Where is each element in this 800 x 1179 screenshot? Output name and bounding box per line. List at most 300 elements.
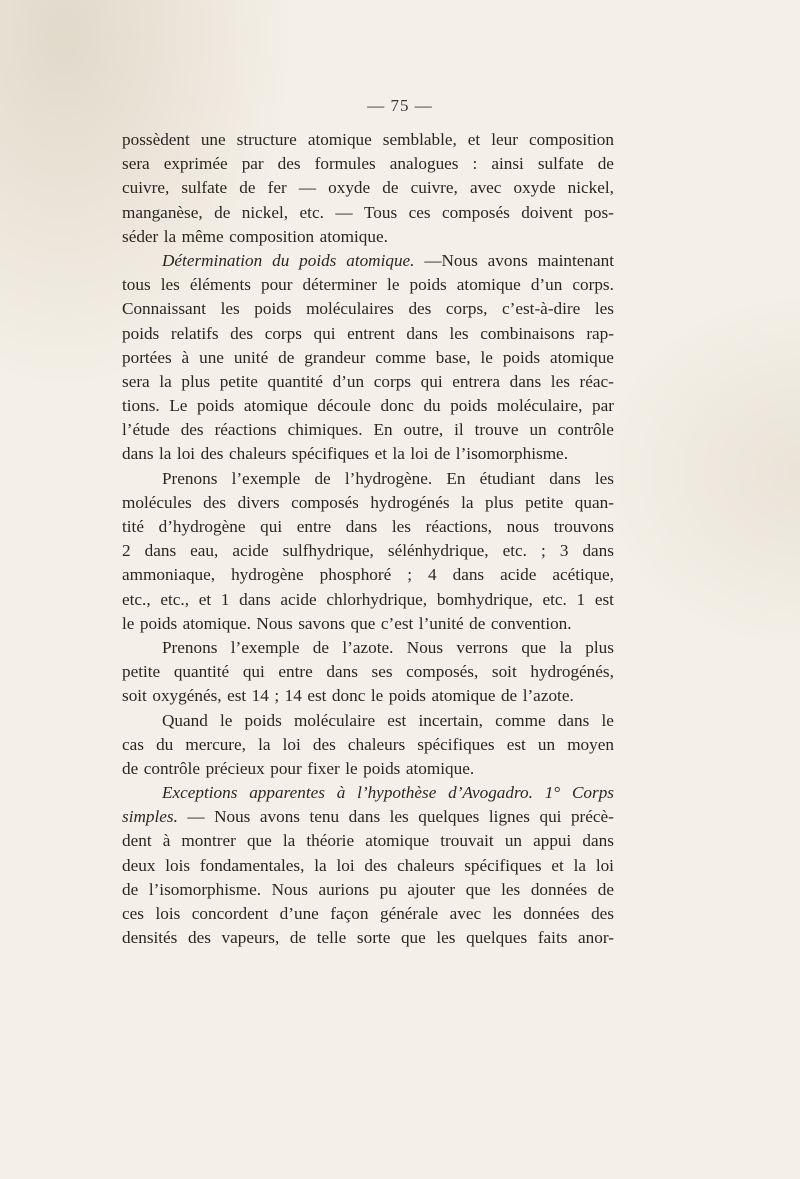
word: composés: [291, 492, 359, 512]
text-line: [122, 152, 614, 176]
word: cuivre,: [410, 178, 458, 198]
word: composition: [229, 226, 315, 246]
word: de: [122, 879, 139, 899]
word: du: [423, 396, 441, 416]
word: les: [220, 299, 240, 319]
text-line: [122, 297, 614, 321]
word: aurions: [318, 879, 370, 899]
word: bomhydrique,: [436, 589, 533, 609]
word: une: [200, 130, 226, 149]
word: entre: [278, 662, 313, 682]
word: entrera: [452, 371, 500, 391]
word: appui: [533, 831, 572, 851]
word: de: [278, 347, 295, 367]
text-line: [122, 684, 614, 708]
word: Prenons: [162, 468, 218, 488]
word: Connaissant: [122, 299, 207, 319]
word: comme: [375, 347, 426, 367]
word: mercure,: [185, 734, 246, 754]
word: atomique: [456, 275, 521, 295]
word: Exceptions: [162, 783, 238, 803]
word: poids: [363, 758, 401, 778]
word: par: [592, 396, 614, 416]
word: les: [389, 807, 409, 827]
word: dans: [348, 807, 381, 827]
word: loi: [176, 444, 196, 464]
word: une: [199, 347, 224, 367]
word: avec: [449, 904, 482, 923]
word: poids: [254, 299, 292, 319]
word: des: [364, 855, 388, 875]
word: poids: [299, 250, 337, 270]
word: de: [214, 202, 231, 222]
word: formules: [314, 154, 376, 174]
word: atomique: [243, 396, 308, 416]
word: Corps: [571, 783, 614, 803]
word: est: [506, 734, 526, 754]
word: c’est: [380, 613, 414, 633]
word: contrôle: [143, 758, 201, 778]
word: divers: [237, 492, 280, 512]
word: et: [467, 130, 481, 149]
word: les: [594, 468, 614, 488]
word: trouvait: [440, 831, 494, 851]
word: les: [501, 879, 521, 899]
word: molécules: [122, 492, 192, 512]
word: etc.: [299, 202, 324, 222]
text-line: [122, 733, 614, 757]
word: fer: [267, 178, 287, 198]
word: atomique.: [405, 758, 475, 778]
word: l’hypothèse: [357, 783, 437, 803]
word: atomique.: [182, 613, 251, 633]
word: corps,: [445, 299, 488, 319]
word: possèdent: [122, 130, 190, 149]
text-line: [122, 273, 614, 297]
word: entrent: [347, 323, 395, 343]
word: combinaisons: [480, 323, 575, 343]
word: etc.,: [160, 589, 189, 609]
word: des: [312, 734, 336, 754]
word: composition: [528, 130, 614, 149]
word: ajouter: [407, 879, 456, 899]
word: loi: [282, 734, 301, 754]
word: même: [181, 226, 224, 246]
word: atomique: [365, 831, 430, 851]
word: dans: [549, 468, 581, 488]
word: atomique: [549, 347, 614, 367]
word: moléculaires: [306, 299, 394, 319]
word: quelques: [466, 928, 528, 948]
text-line: [122, 757, 614, 781]
word: densités: [122, 928, 178, 948]
word: réactions,: [425, 517, 492, 536]
word: acide: [280, 589, 317, 609]
word: est: [594, 589, 614, 609]
word: la: [461, 492, 474, 512]
text-line: [122, 563, 614, 587]
word: loi: [595, 855, 614, 875]
word: grandeur: [304, 347, 366, 367]
word: Détermination: [162, 250, 263, 270]
word: fixer: [307, 758, 340, 778]
word: réactions: [214, 420, 277, 440]
word: du: [156, 734, 174, 754]
word: l’azote.: [522, 686, 574, 706]
word: de: [289, 928, 307, 948]
word: est: [307, 686, 327, 706]
word: l’hydrogène.: [344, 468, 433, 488]
word: atomique: [431, 686, 496, 706]
word: Nous: [271, 879, 308, 899]
word: fondamentales,: [199, 855, 305, 875]
word: des: [408, 299, 432, 319]
text-line: [122, 418, 614, 442]
word: poids: [139, 613, 178, 633]
word: chaleurs: [397, 855, 455, 875]
word: le: [370, 686, 384, 706]
word: pour: [270, 758, 302, 778]
word: le: [601, 710, 614, 730]
word: la: [282, 831, 296, 851]
text-line: [122, 588, 614, 612]
text-line: [122, 515, 614, 539]
word: tions.: [122, 396, 160, 416]
word: nous: [506, 517, 540, 536]
word: la: [314, 855, 327, 875]
word: plus: [484, 492, 514, 512]
word: qui: [420, 371, 443, 391]
word: anor-: [578, 928, 614, 948]
word: poids: [197, 396, 235, 416]
word: la: [573, 855, 586, 875]
word: soit: [491, 662, 517, 682]
word: les: [594, 299, 614, 319]
word: ainsi: [491, 154, 524, 174]
word: dans: [509, 371, 542, 391]
word: quantité: [267, 371, 323, 391]
word: le: [387, 275, 400, 295]
word: Nous: [256, 613, 293, 633]
word: que: [350, 613, 376, 633]
word: cuivre,: [122, 178, 170, 198]
text-line: [122, 346, 614, 370]
text-line: [122, 636, 614, 660]
word: unité: [233, 347, 269, 367]
word: déterminer: [302, 275, 377, 295]
text-line: [122, 394, 614, 418]
word: la: [392, 444, 405, 464]
word: concordent: [191, 904, 269, 923]
word: ces: [122, 904, 144, 923]
word: donc: [331, 686, 366, 706]
word: cas: [122, 734, 144, 754]
word: exprimée: [163, 154, 228, 174]
word: tous: [122, 275, 151, 295]
word: le: [122, 613, 135, 633]
text-line: [122, 128, 614, 152]
word: petite: [122, 662, 161, 682]
word: des: [180, 420, 204, 440]
word: précè-: [570, 807, 614, 827]
word: dans: [326, 662, 358, 682]
word: phosphoré: [319, 565, 392, 585]
word: ses: [371, 662, 393, 682]
word: deux: [122, 855, 156, 875]
word: de: [500, 686, 518, 706]
word: ;: [407, 565, 413, 585]
word: Le: [169, 396, 188, 416]
word: avec: [469, 178, 502, 198]
word: entre: [296, 517, 332, 536]
word: l’isomorphisme.: [455, 444, 568, 464]
word: —: [298, 178, 317, 198]
word: loi: [410, 444, 429, 464]
word: oxygénés,: [152, 686, 222, 706]
word: 14: [251, 686, 269, 706]
word: dent: [122, 831, 152, 851]
word: que: [400, 928, 426, 948]
word: base,: [435, 347, 471, 367]
word: séder: [122, 226, 159, 246]
word: Quand: [162, 710, 208, 730]
word: pu: [379, 879, 397, 899]
word: est: [227, 686, 247, 706]
word: oxyde: [328, 178, 371, 198]
word: sera: [122, 371, 150, 391]
word: poids: [409, 275, 447, 295]
text-line: [122, 781, 614, 805]
word: l’isomorphisme.: [148, 879, 262, 899]
word: 2: [122, 541, 131, 561]
word: sulfate: [537, 154, 584, 174]
word: un: [504, 831, 522, 851]
word: dans: [452, 565, 485, 585]
text-line: [122, 612, 614, 636]
word: 14: [284, 686, 302, 706]
word: plus: [181, 371, 211, 391]
word: structure: [236, 130, 297, 149]
text-line: [122, 878, 614, 902]
word: pour: [260, 275, 293, 295]
word: il: [454, 420, 464, 440]
word: sera: [122, 154, 150, 174]
word: savons: [298, 613, 346, 633]
word: que: [521, 637, 547, 657]
word: —Nous: [424, 250, 478, 270]
word: l’azote.: [342, 637, 394, 657]
word: Nous: [214, 807, 251, 827]
word: un: [529, 420, 547, 440]
word: rap-: [586, 323, 614, 343]
word: qui: [313, 323, 336, 343]
word: corps.: [572, 275, 614, 295]
word: à: [181, 347, 190, 367]
word: théorie: [306, 831, 355, 851]
word: de: [469, 613, 486, 633]
text-line: [122, 660, 614, 684]
word: 3: [559, 541, 569, 561]
word: eau,: [190, 541, 219, 561]
text-line: [122, 829, 614, 853]
word: et: [198, 589, 212, 609]
text-line: [122, 926, 614, 950]
word: dans: [406, 323, 438, 343]
word: chlorhydrique,: [326, 589, 428, 609]
word: l’unité: [418, 613, 464, 633]
word: spécifiques: [291, 444, 370, 464]
word: les: [391, 517, 411, 536]
word: que: [246, 831, 272, 851]
word: En: [446, 468, 466, 488]
word: données: [523, 904, 580, 923]
word: de: [597, 879, 614, 899]
word: précieux: [205, 758, 265, 778]
word: poids: [450, 396, 488, 416]
word: outre,: [403, 420, 444, 440]
word: avons: [259, 807, 300, 827]
body-text: [122, 128, 614, 950]
word: atomique: [307, 130, 372, 149]
word: Tous: [363, 202, 398, 222]
word: l’étude: [122, 420, 170, 440]
word: loi: [336, 855, 355, 875]
word: nickel,: [241, 202, 289, 222]
word: atomique.: [319, 226, 388, 246]
word: :: [472, 154, 478, 174]
word: ;: [274, 686, 280, 706]
word: simples.: [122, 807, 178, 827]
word: de: [312, 637, 330, 657]
word: chaleurs: [347, 734, 406, 754]
word: hydrogène: [231, 565, 304, 585]
word: lois: [165, 855, 191, 875]
word: réac-: [579, 371, 614, 391]
word: dans: [557, 710, 590, 730]
text-line: [122, 442, 614, 466]
word: l’exemple: [231, 468, 301, 488]
word: trouvons: [553, 517, 614, 536]
word: le: [345, 758, 358, 778]
word: verrons: [456, 637, 508, 657]
word: moléculaire: [293, 710, 376, 730]
word: le: [480, 347, 493, 367]
word: de: [314, 468, 331, 488]
page-number: — 75 —: [367, 96, 433, 115]
word: et: [551, 855, 564, 875]
word: ;: [541, 541, 546, 561]
word: hydrogénés,: [530, 662, 614, 682]
word: de: [122, 758, 139, 778]
word: qui: [260, 517, 283, 536]
word: avons: [487, 250, 528, 270]
word: spécifiques: [464, 855, 542, 875]
word: dans: [122, 444, 154, 464]
word: les: [492, 904, 512, 923]
word: telle: [316, 928, 347, 948]
word: soit: [122, 686, 147, 706]
word: portées: [122, 347, 172, 367]
word: etc.: [542, 589, 567, 609]
word: de: [597, 154, 614, 174]
word: d’Avogadro.: [448, 783, 533, 803]
word: montrer: [181, 831, 236, 851]
word: ces: [408, 202, 431, 222]
word: leur: [491, 130, 518, 149]
word: nickel,: [567, 178, 614, 198]
word: —: [187, 807, 205, 827]
word: sélénhydrique,: [387, 541, 489, 561]
word: poids: [502, 347, 541, 367]
word: dans: [144, 541, 177, 561]
word: un: [537, 734, 556, 754]
word: acide: [232, 541, 269, 561]
word: qui: [539, 807, 562, 827]
word: hydrogénés: [370, 492, 450, 512]
word: analogues: [389, 154, 459, 174]
word: ammoniaque,: [122, 565, 216, 585]
word: plus: [585, 637, 614, 657]
word: quan-: [574, 492, 614, 512]
word: poids: [122, 323, 160, 343]
text-line: [122, 370, 614, 394]
word: doivent: [521, 202, 573, 222]
word: moléculaire,: [497, 396, 583, 416]
word: tenu: [309, 807, 340, 827]
word: incertain,: [418, 710, 483, 730]
word: de: [382, 178, 399, 198]
word: les: [550, 371, 570, 391]
word: des: [277, 154, 301, 174]
word: tité: [122, 517, 144, 536]
word: dans: [345, 517, 378, 536]
word: c’est-à-dire: [502, 299, 581, 319]
word: chimiques.: [287, 420, 363, 440]
word: contrôle: [557, 420, 614, 440]
text-line: [122, 805, 614, 829]
word: En: [373, 420, 393, 440]
word: de: [239, 178, 256, 198]
word: de: [434, 444, 451, 464]
word: la: [163, 226, 177, 246]
word: maintenant: [537, 250, 614, 270]
word: chaleurs: [229, 444, 287, 464]
word: poids: [244, 710, 282, 730]
word: 4: [428, 565, 437, 585]
word: manganèse,: [122, 202, 203, 222]
word: Nous: [406, 637, 444, 657]
word: etc.: [502, 541, 527, 561]
word: découle: [317, 396, 371, 416]
word: que: [465, 879, 491, 899]
word: les: [436, 928, 456, 948]
word: petite: [525, 492, 564, 512]
word: faits: [537, 928, 568, 948]
word: donc: [380, 396, 414, 416]
word: la: [159, 444, 172, 464]
word: oxyde: [513, 178, 556, 198]
word: des: [200, 444, 224, 464]
word: pos-: [584, 202, 614, 222]
word: qui: [242, 662, 265, 682]
word: éléments: [189, 275, 251, 295]
word: spécifiques: [417, 734, 495, 754]
text-line: [122, 225, 614, 249]
word: à: [336, 783, 346, 803]
word: l’exemple: [230, 637, 300, 657]
word: atomique.: [346, 250, 415, 270]
word: 1: [576, 589, 586, 609]
